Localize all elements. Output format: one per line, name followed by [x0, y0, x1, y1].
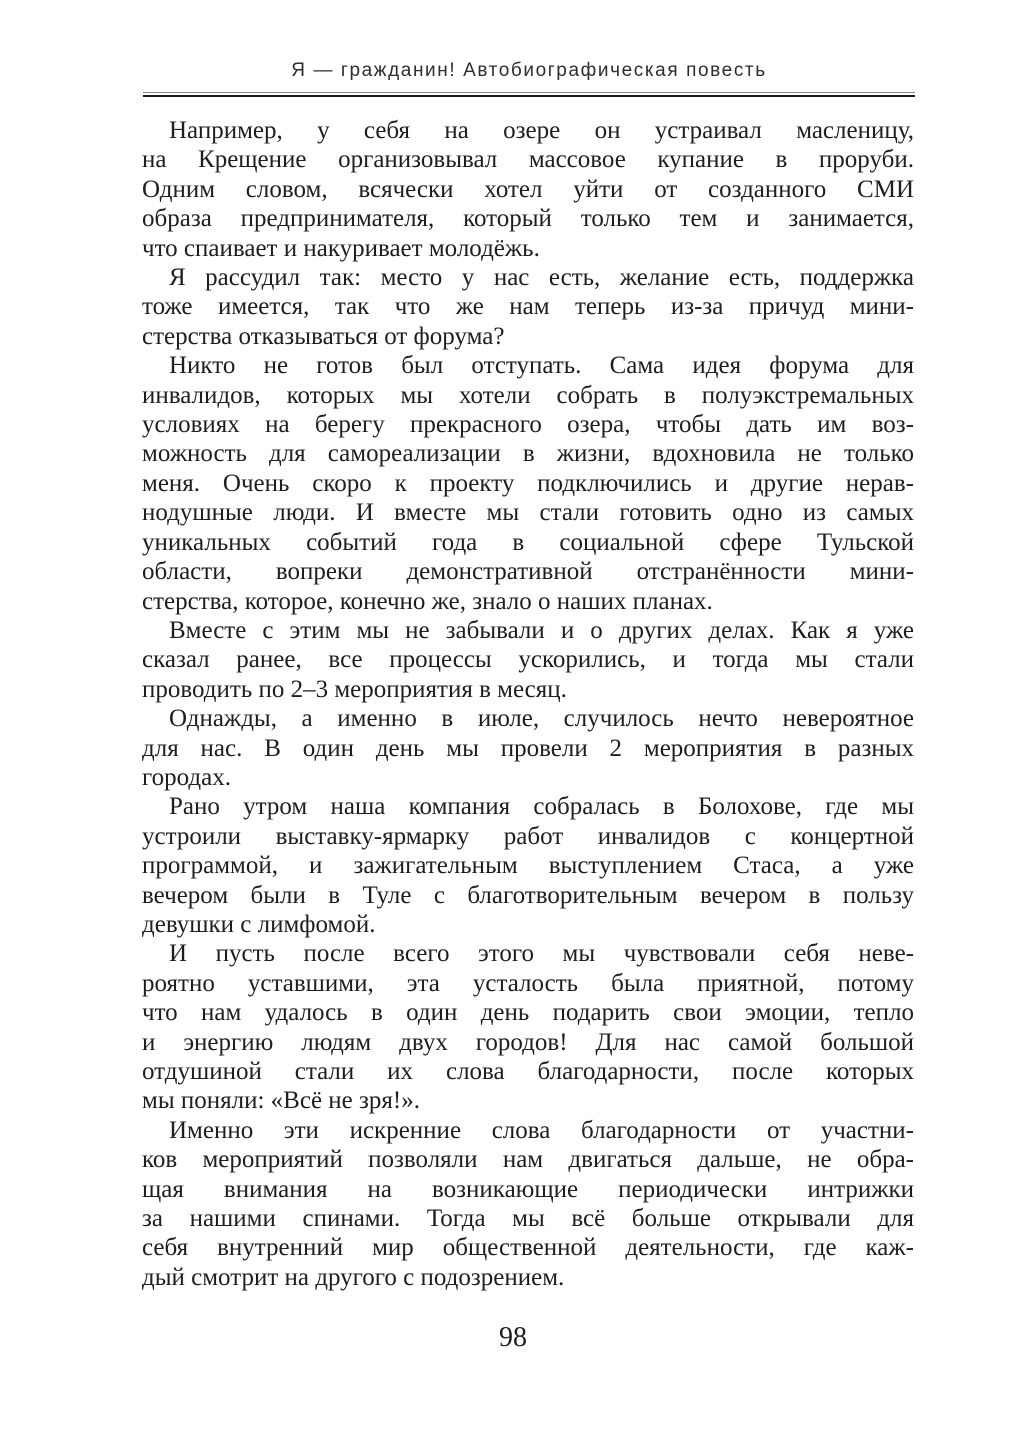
text-line: меня. Очень скоро к проекту подключились и другие нерав- [142, 469, 914, 497]
text-line: тоже имеется, так что же нам теперь из-за причуд мини- [142, 293, 914, 321]
text-line: И пусть после всего этого мы чувствовали себя неве- [169, 940, 914, 968]
text-line: что нам удалось в один день подарить свои эмоции, тепло [142, 999, 914, 1027]
text-line: нодушные люди. И вместе мы стали готовить одно из самых [142, 499, 914, 527]
text-line: ков мероприятий позволяли нам двигаться дальше, не обра- [142, 1146, 914, 1174]
text-line: области, вопреки демонстративной отстранённости мини- [142, 558, 914, 586]
text-line: Одним словом, всячески хотел уйти от созданного СМИ [142, 175, 914, 203]
text-line: Например, у себя на озере он устраивал масленицу, [169, 117, 914, 144]
body-text [142, 116, 914, 1292]
text-line: Именно эти искренние слова благодарности от участни- [169, 1116, 914, 1144]
text-line: дый смотрит на другого с подозрением. [142, 1263, 565, 1291]
text-line: инвалидов, которых мы хотели собрать в полуэкстремальных [142, 381, 914, 409]
text-line: вечером были в Туле с благотворительным вечером в пользу [142, 881, 914, 909]
text-line: Вместе с этим мы не забывали и о других делах. Как я уже [169, 616, 914, 644]
text-line: Рано утром наша компания собралась в Болохове, где мы [169, 793, 914, 821]
text-line: Я рассудил так: место у нас есть, желание есть, поддержка [169, 264, 914, 292]
text-line: стерства отказываться от форума? [142, 322, 505, 350]
paragraph [142, 792, 914, 939]
page-number: 98 [499, 1322, 527, 1353]
text-line: щая внимания на возникающие периодически интрижки [142, 1175, 914, 1203]
text-line: и энергию людям двух городов! Для нас самой большой [142, 1028, 914, 1056]
text-line: отдушиной стали их слова благодарности, после которых [142, 1058, 914, 1085]
text-line: условиях на берегу прекрасного озера, чтобы дать им воз- [142, 411, 914, 439]
header-rule [143, 92, 915, 97]
text-line: сказал ранее, все процессы ускорились, и тогда мы стали [142, 646, 914, 674]
text-line: что спаивает и накуривает молодёжь. [142, 234, 540, 262]
text-line: проводить по 2–3 мероприятия в месяц. [142, 675, 567, 703]
text-line: на Крещение организовывал массовое купание в проруби. [142, 146, 914, 174]
text-line: для нас. В один день мы провели 2 мероприятия в разных [142, 734, 914, 762]
running-header: Я — гражданин! Автобиографическая повесть [291, 60, 767, 81]
paragraph [142, 704, 914, 792]
paragraph [142, 263, 914, 351]
paragraph [142, 116, 914, 263]
paragraph [142, 351, 914, 616]
paragraph [142, 1116, 914, 1292]
text-line: уникальных событий года в социальной сфере Тульской [142, 528, 914, 556]
paragraph [142, 616, 914, 704]
text-line: программой, и зажигательным выступлением Стаса, а уже [142, 852, 914, 880]
text-line: за нашими спинами. Тогда мы всё больше открывали для [142, 1205, 914, 1233]
text-line: девушки с лимфомой. [142, 910, 376, 938]
text-line: себя внутренний мир общественной деятельности, где каж- [142, 1234, 914, 1262]
text-line: устроили выставку-ярмарку работ инвалидов с концертной [142, 822, 914, 850]
text-line: образа предпринимателя, который только тем и занимается, [142, 205, 914, 233]
text-line: можность для самореализации в жизни, вдохновила не только [142, 440, 914, 468]
text-line: Однажды, а именно в июле, случилось нечто невероятное [169, 705, 914, 733]
text-line: городах. [142, 763, 231, 791]
text-line: роятно уставшими, эта усталость была приятной, потому [142, 969, 914, 997]
text-line: Никто не готов был отступать. Сама идея форума для [169, 352, 914, 380]
text-line: стерства, которое, конечно же, знало о наших планах. [142, 587, 713, 615]
text-line: мы поняли: «Всё не зря!». [142, 1087, 420, 1115]
paragraph [142, 939, 914, 1115]
